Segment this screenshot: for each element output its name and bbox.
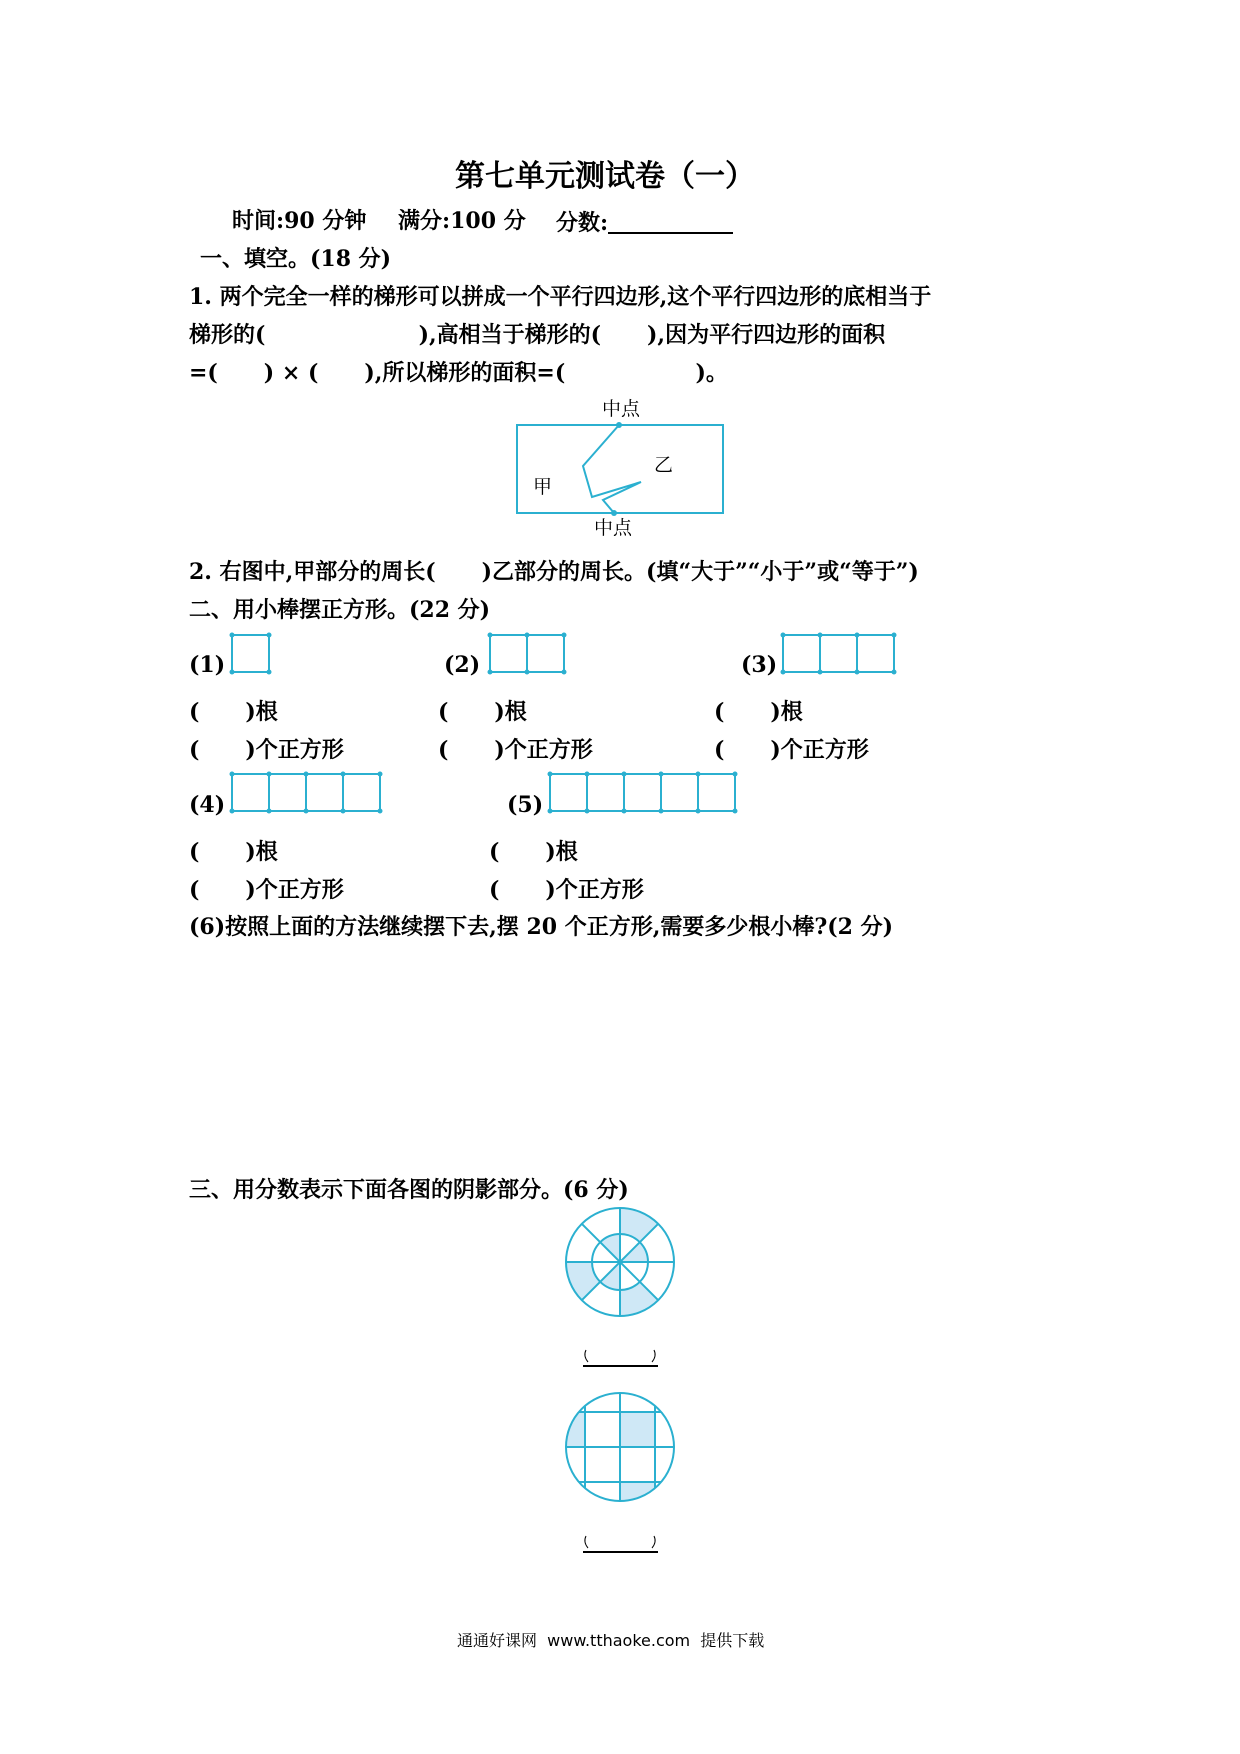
q2-text: 2. 右图中,甲部分的周长( )乙部分的周长。(填“大于”“小于”或“等于”) bbox=[189, 559, 919, 585]
fraction-blank-1 bbox=[583, 1350, 658, 1366]
sticks-answer: ( )根 bbox=[189, 699, 278, 725]
fraction-blank-2 bbox=[583, 1536, 658, 1552]
time-label: 时间:90 分钟 bbox=[232, 208, 367, 234]
midpoint-bottom-label: 中点 bbox=[594, 517, 633, 539]
item-label: (4) bbox=[189, 792, 226, 818]
sticks-answer: ( )根 bbox=[438, 699, 527, 725]
grid-circle-figure bbox=[560, 1390, 680, 1505]
jia-label: 甲 bbox=[533, 476, 553, 498]
q1-line3: =( ) × ( ),所以梯形的面积=( )。 bbox=[189, 360, 728, 386]
sticks-answer: ( )根 bbox=[714, 699, 803, 725]
q6-text: (6)按照上面的方法继续摆下去,摆 20 个正方形,需要多少根小棒?(2 分) bbox=[189, 914, 894, 940]
item-label: (3) bbox=[741, 652, 778, 678]
sticks-answer: ( )根 bbox=[489, 839, 578, 865]
section-2-heading: 二、用小棒摆正方形。(22 分) bbox=[189, 597, 491, 623]
score-label-text: 分数: bbox=[556, 210, 609, 236]
sticks-answer: ( )根 bbox=[189, 839, 278, 865]
midpoint-top-label: 中点 bbox=[602, 398, 641, 420]
squares-answer: ( )个正方形 bbox=[489, 877, 644, 903]
yi-label: 乙 bbox=[654, 454, 674, 476]
section-1-heading: 一、填空。(18 分) bbox=[200, 246, 392, 272]
item-label: (2) bbox=[444, 652, 481, 678]
page-title: 第七单元测试卷（一） bbox=[455, 159, 755, 194]
squares-answer: ( )个正方形 bbox=[714, 737, 869, 763]
footer-source: 通通好课网 www.tthaoke.com 提供下载 bbox=[457, 1631, 765, 1650]
section-3-heading: 三、用分数表示下面各图的阴影部分。(6 分) bbox=[189, 1177, 629, 1203]
squares-answer: ( )个正方形 bbox=[189, 877, 344, 903]
q1-line1: 1. 两个完全一样的梯形可以拼成一个平行四边形,这个平行四边形的底相当于 bbox=[189, 284, 932, 310]
ring-circle-figure bbox=[566, 1208, 674, 1316]
item-label: (5) bbox=[507, 792, 544, 818]
item-label: (1) bbox=[189, 652, 226, 678]
full-score-label: 满分:100 分 bbox=[398, 208, 526, 234]
q1-line2: 梯形的( ),高相当于梯形的( ),因为平行四边形的面积 bbox=[189, 322, 886, 348]
squares-answer: ( )个正方形 bbox=[189, 737, 344, 763]
squares-answer: ( )个正方形 bbox=[438, 737, 593, 763]
